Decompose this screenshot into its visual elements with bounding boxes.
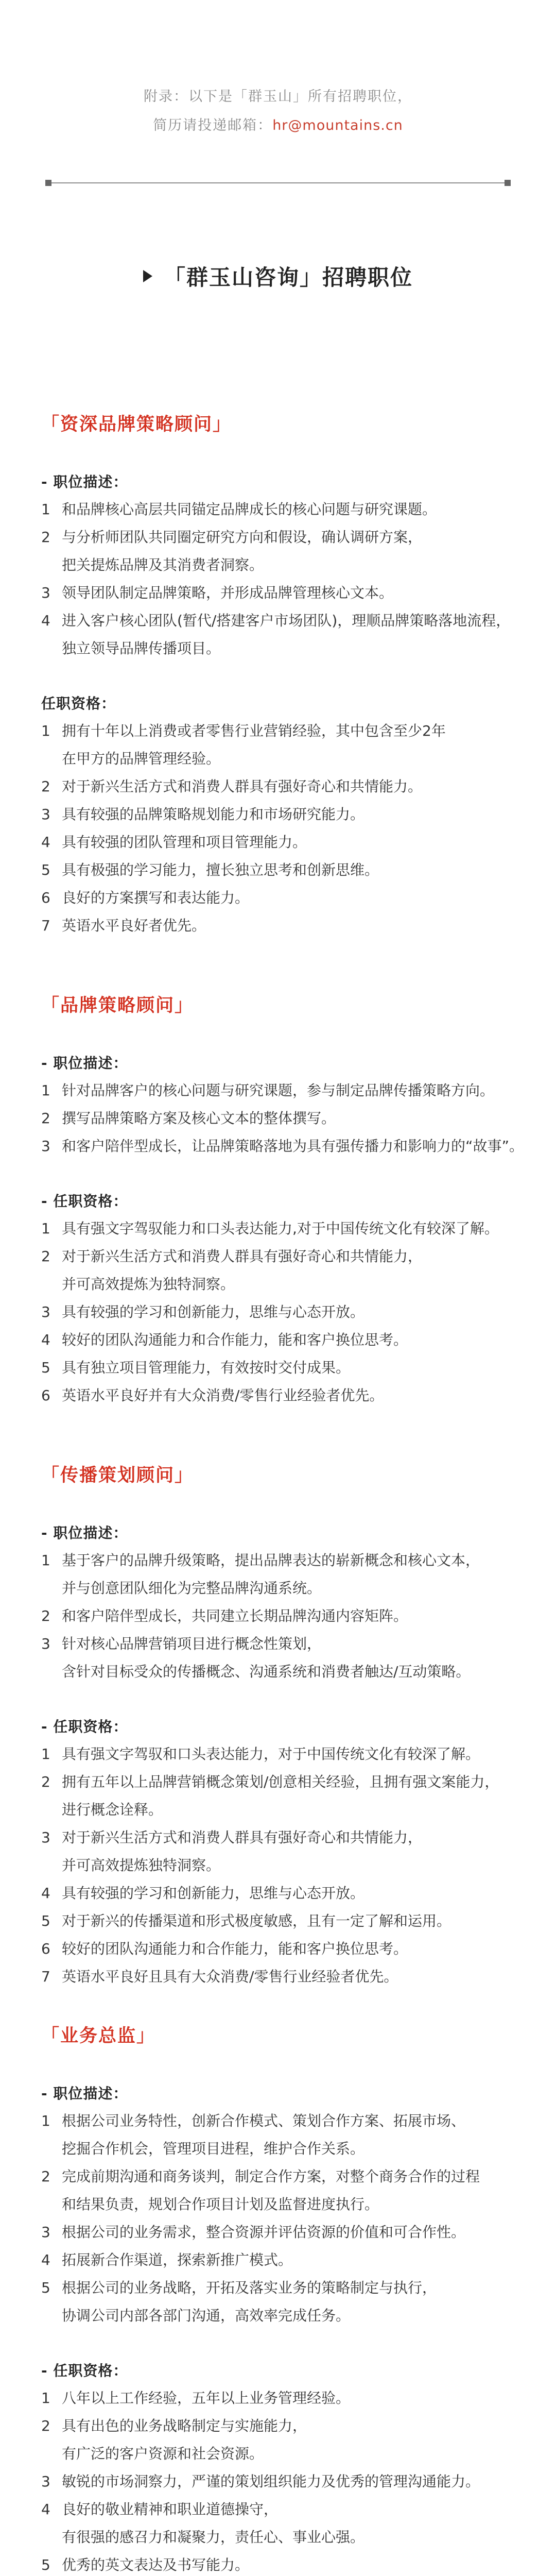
item-text: 与分析师团队共同圈定研究方向和假设，确认调研方案，: [62, 529, 423, 546]
item-number: 3: [41, 1635, 50, 1652]
item-text: 并可高效提炼为独特洞察。: [62, 1276, 235, 1293]
item-text: 较好的团队沟通能力和合作能力，能和客户换位思考。: [62, 1331, 408, 1348]
job-section: [0, 1461, 556, 1991]
item-text: 含针对目标受众的传播概念、沟通系统和消费者触达/互动策略。: [62, 1663, 471, 1680]
item-number: 2: [41, 1110, 50, 1127]
list-item: [41, 2412, 525, 2440]
job-title: 「资深品牌策略顾问」: [41, 414, 232, 435]
list-item: [41, 2191, 525, 2218]
item-text: 英语水平良好并有大众消费/零售行业经验者优先。: [62, 1387, 384, 1404]
item-text: 独立领导品牌传播项目。: [62, 640, 221, 657]
list-item: [41, 1740, 525, 1768]
contact-email[interactable]: hr@mountains.cn: [272, 117, 403, 133]
list-item: [41, 1935, 525, 1963]
item-text: 有很强的感召力和凝聚力，责任心、事业心强。: [62, 2529, 365, 2546]
job-section: [0, 410, 556, 940]
item-number: 2: [41, 529, 50, 546]
item-number: 3: [41, 806, 50, 823]
item-number: [41, 1270, 62, 1298]
list-item: [41, 2302, 525, 2330]
item-number: 6: [41, 889, 50, 906]
duties-heading: - 职位描述：: [41, 2085, 128, 2102]
item-number: [41, 745, 62, 773]
item-number: 1: [41, 722, 50, 739]
item-text: 对于新兴生活方式和消费人群具有强好奇心和共情能力，: [62, 1829, 423, 1846]
list-item: [41, 1796, 525, 1824]
requirements-list: [41, 1215, 525, 1410]
list-item: [41, 2440, 525, 2468]
item-number: 2: [41, 2168, 50, 2185]
item-text: 撰写品牌策略方案及核心文本的整体撰写。: [62, 1110, 336, 1127]
item-number: 7: [41, 1968, 50, 1985]
item-text: 和结果负责，规划合作项目计划及监督进度执行。: [62, 2196, 379, 2213]
item-number: [41, 1852, 62, 1879]
job-sections: [0, 410, 556, 2576]
requirements-heading: - 任职资格：: [41, 1193, 128, 1210]
item-number: 4: [41, 834, 50, 851]
list-item: [41, 1852, 525, 1879]
list-item: [41, 523, 525, 551]
item-text: 八年以上工作经验，五年以上业务管理经验。: [62, 2389, 351, 2406]
list-item: [41, 2246, 525, 2274]
duties-list: [41, 1077, 525, 1160]
list-item: [41, 2384, 525, 2412]
job-section: [0, 2022, 556, 2576]
list-item: [41, 856, 525, 884]
item-text: 针对核心品牌营销项目进行概念性策划，: [62, 1635, 322, 1652]
item-text: 和客户陪伴型成长，让品牌策略落地为具有强传播力和影响力的“故事”。: [62, 1138, 524, 1155]
item-number: 1: [41, 501, 50, 518]
item-text: 良好的方案撰写和表达能力。: [62, 889, 250, 906]
duties-heading: - 职位描述：: [41, 473, 128, 490]
item-number: [41, 1658, 62, 1686]
item-number: [41, 551, 62, 579]
intro-line-1: 附录：以下是「群玉山」所有招聘职位，: [144, 89, 412, 105]
item-text: 拥有十年以上消费或者零售行业营销经验，其中包含至少2年: [62, 722, 446, 739]
list-item: [41, 2163, 525, 2191]
item-number: 1: [41, 2112, 50, 2129]
item-text: 并可高效提炼独特洞察。: [62, 1857, 221, 1874]
item-text: 进入客户核心团队(暂代/搭建客户市场团队)，理顺品牌策略落地流程，: [62, 612, 511, 629]
list-item: [41, 1824, 525, 1852]
list-item: [41, 2218, 525, 2246]
item-text: 有广泛的客户资源和社会资源。: [62, 2445, 264, 2462]
item-number: 3: [41, 1138, 50, 1155]
item-number: [41, 2440, 62, 2468]
item-number: 4: [41, 1885, 50, 1902]
item-text: 和客户陪伴型成长，共同建立长期品牌沟通内容矩阵。: [62, 1607, 408, 1624]
item-number: 4: [41, 612, 50, 629]
item-number: 1: [41, 1082, 50, 1099]
item-number: 4: [41, 1331, 50, 1348]
item-number: 2: [41, 1248, 50, 1265]
list-item: [41, 2274, 525, 2302]
item-text: 并与创意团队细化为完整品牌沟通系统。: [62, 1580, 322, 1597]
item-text: 具有强文字驾驭能力和口头表达能力,对于中国传统文化有较深了解。: [62, 1220, 499, 1237]
requirements-list: [41, 2384, 525, 2576]
list-item: [41, 1270, 525, 1298]
list-item: [41, 2107, 525, 2135]
list-item: [41, 1547, 525, 1574]
item-text: 把关提炼品牌及其消费者洞察。: [62, 556, 264, 573]
item-text: 领导团队制定品牌策略，并形成品牌管理核心文本。: [62, 584, 394, 601]
list-item: [41, 828, 525, 856]
duties-heading: - 职位描述：: [41, 1055, 128, 1072]
triangle-bullet-icon: [143, 270, 152, 282]
item-text: 根据公司业务特性，创新合作模式、策划合作方案、拓展市场、: [62, 2112, 466, 2129]
list-item: [41, 745, 525, 773]
list-item: [41, 2551, 525, 2576]
item-text: 具有强文字驾驭和口头表达能力，对于中国传统文化有较深了解。: [62, 1745, 480, 1762]
item-number: 3: [41, 1303, 50, 1320]
list-item: [41, 773, 525, 801]
item-number: 5: [41, 1359, 50, 1376]
item-text: 进行概念诠释。: [62, 1801, 163, 1818]
item-number: 5: [41, 1912, 50, 1929]
item-text: 根据公司的业务需求，整合资源并评估资源的价值和可合作性。: [62, 2224, 466, 2241]
item-text: 优秀的英文表达及书写能力。: [62, 2556, 250, 2573]
list-item: [41, 1879, 525, 1907]
item-number: [41, 635, 62, 663]
list-item: [41, 1382, 525, 1410]
item-number: 5: [41, 2279, 50, 2296]
list-item: [41, 607, 525, 635]
list-item: [41, 496, 525, 523]
duties-list: [41, 1547, 525, 1686]
page-title-text: 「群玉山咨询」招聘职位: [163, 265, 413, 290]
item-text: 对于新兴生活方式和消费人群具有强好奇心和共情能力，: [62, 1248, 423, 1265]
list-item: [41, 1630, 525, 1658]
item-text: 具有较强的学习和创新能力，思维与心态开放。: [62, 1885, 365, 1902]
item-text: 具有独立项目管理能力，有效按时交付成果。: [62, 1359, 351, 1376]
item-number: 4: [41, 2501, 50, 2518]
requirements-list: [41, 1740, 525, 1991]
item-number: [41, 2135, 62, 2163]
item-text: 具有出色的业务战略制定与实施能力，: [62, 2417, 307, 2434]
item-text: 针对品牌客户的核心问题与研究课题，参与制定品牌传播策略方向。: [62, 1082, 495, 1099]
item-number: 6: [41, 1940, 50, 1957]
job-title: 「品牌策略顾问」: [41, 995, 194, 1016]
item-number: 3: [41, 1829, 50, 1846]
item-number: 7: [41, 917, 50, 934]
job-section: [0, 991, 556, 1410]
list-item: [41, 635, 525, 663]
list-item: [41, 801, 525, 828]
list-item: [41, 1768, 525, 1796]
item-text: 完成前期沟通和商务谈判，制定合作方案，对整个商务合作的过程: [62, 2168, 480, 2185]
item-text: 对于新兴的传播渠道和形式极度敏感，且有一定了解和运用。: [62, 1912, 451, 1929]
list-item: [41, 717, 525, 745]
list-item: [41, 1963, 525, 1991]
item-text: 在甲方的品牌管理经验。: [62, 750, 221, 767]
header-divider: [46, 182, 510, 183]
requirements-heading: 任职资格：: [41, 695, 116, 712]
item-number: 3: [41, 2224, 50, 2241]
list-item: [41, 1105, 525, 1132]
item-number: 2: [41, 778, 50, 795]
list-item: [41, 1658, 525, 1686]
list-item: [41, 2135, 525, 2163]
item-text: 英语水平良好者优先。: [62, 917, 206, 934]
requirements-heading: - 任职资格：: [41, 1718, 128, 1735]
list-item: [41, 1243, 525, 1270]
item-text: 较好的团队沟通能力和合作能力，能和客户换位思考。: [62, 1940, 408, 1957]
list-item: [41, 1907, 525, 1935]
item-number: [41, 2523, 62, 2551]
item-text: 英语水平良好且具有大众消费/零售行业经验者优先。: [62, 1968, 398, 1985]
item-text: 基于客户的品牌升级策略，提出品牌表达的崭新概念和核心文本，: [62, 1552, 480, 1569]
list-item: [41, 884, 525, 912]
item-number: 2: [41, 1607, 50, 1624]
list-item: [41, 912, 525, 940]
item-text: 具有较强的学习和创新能力，思维与心态开放。: [62, 1303, 365, 1320]
item-number: 3: [41, 2473, 50, 2490]
list-item: [41, 2496, 525, 2523]
item-number: [41, 2191, 62, 2218]
list-item: [41, 2468, 525, 2496]
item-text: 和品牌核心高层共同锚定品牌成长的核心问题与研究课题。: [62, 501, 437, 518]
item-text: 具有较强的团队管理和项目管理能力。: [62, 834, 307, 851]
item-number: [41, 2302, 62, 2330]
item-number: [41, 1796, 62, 1824]
item-text: 根据公司的业务战略，开拓及落实业务的策略制定与执行，: [62, 2279, 437, 2296]
intro-note: [0, 0, 556, 140]
item-text: 对于新兴生活方式和消费人群具有强好奇心和共情能力。: [62, 778, 423, 795]
intro-line-2: [0, 111, 556, 140]
item-number: 5: [41, 2556, 50, 2573]
item-number: 1: [41, 2389, 50, 2406]
item-number: 1: [41, 1745, 50, 1762]
item-number: 3: [41, 584, 50, 601]
divider-end-square: [505, 180, 511, 186]
requirements-heading: - 任职资格：: [41, 2362, 128, 2379]
item-text: 敏锐的市场洞察力，严谨的策划组织能力及优秀的管理沟通能力。: [62, 2473, 480, 2490]
list-item: [41, 1132, 525, 1160]
item-number: 1: [41, 1220, 50, 1237]
list-item: [41, 1602, 525, 1630]
duties-list: [41, 496, 525, 663]
item-number: 2: [41, 2417, 50, 2434]
item-text: 拥有五年以上品牌营销概念策划/创意相关经验，且拥有强文案能力，: [62, 1773, 499, 1790]
duties-list: [41, 2107, 525, 2330]
item-text: 良好的敬业精神和职业道德操守，: [62, 2501, 279, 2518]
item-text: 拓展新合作渠道，探索新推广模式。: [62, 2251, 293, 2268]
item-number: 6: [41, 1387, 50, 1404]
item-text: 挖掘合作机会，管理项目进程，维护合作关系。: [62, 2140, 365, 2157]
duties-heading: - 职位描述：: [41, 1524, 128, 1541]
page-title: [0, 261, 556, 292]
list-item: [41, 2523, 525, 2551]
item-text: 具有极强的学习能力，擅长独立思考和创新思维。: [62, 861, 379, 878]
list-item: [41, 579, 525, 607]
item-number: 1: [41, 1552, 50, 1569]
job-title: 「传播策划顾问」: [41, 1465, 194, 1486]
list-item: [41, 1326, 525, 1354]
job-title: 「业务总监」: [41, 2026, 156, 2046]
list-item: [41, 551, 525, 579]
item-text: 协调公司内部各部门沟通，高效率完成任务。: [62, 2307, 351, 2324]
intro-email-prefix: 简历请投递邮箱：: [153, 117, 273, 133]
list-item: [41, 1354, 525, 1382]
requirements-list: [41, 717, 525, 940]
item-text: 具有较强的品牌策略规划能力和市场研究能力。: [62, 806, 365, 823]
list-item: [41, 1215, 525, 1243]
list-item: [41, 1298, 525, 1326]
list-item: [41, 1574, 525, 1602]
list-item: [41, 1077, 525, 1105]
item-number: [41, 1574, 62, 1602]
item-number: 4: [41, 2251, 50, 2268]
divider-end-square: [45, 180, 51, 186]
item-number: 5: [41, 861, 50, 878]
item-number: 2: [41, 1773, 50, 1790]
